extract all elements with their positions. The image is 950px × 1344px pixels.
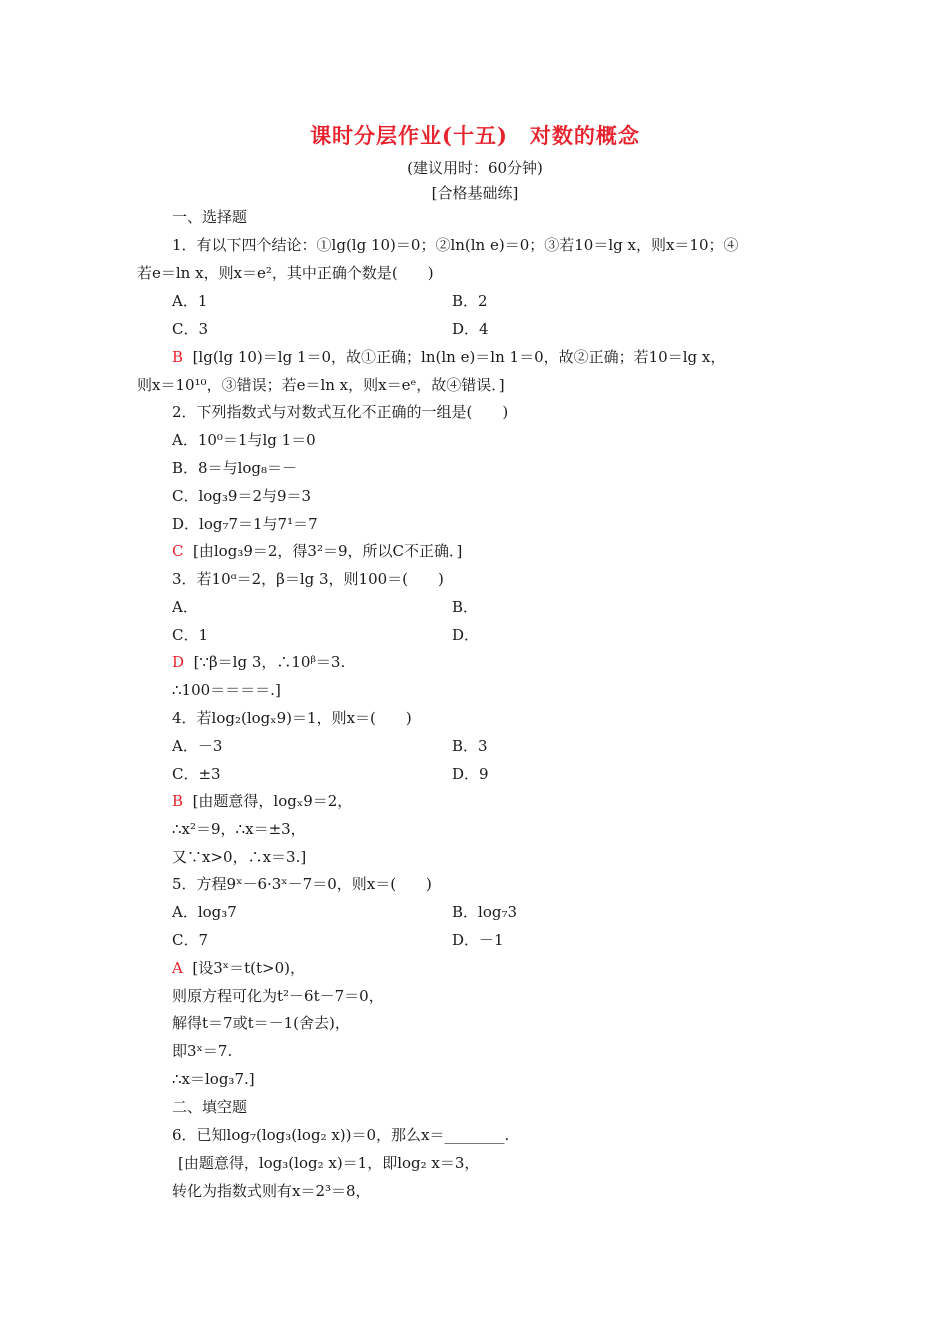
time-note: (建议用时：60分钟) bbox=[407, 159, 543, 177]
answer-cont: ∴x²＝9，∴x＝±3， bbox=[172, 820, 306, 838]
option: D．－1 bbox=[452, 931, 504, 949]
question-4: 4．若log₂(logₓ9)＝1，则x＝( ) bbox=[172, 709, 412, 727]
answer bbox=[172, 652, 345, 672]
option: B．log₇3 bbox=[452, 903, 518, 921]
answer-cont: 即3ˣ＝7. bbox=[172, 1042, 233, 1060]
option: C．±3 bbox=[172, 765, 221, 783]
answer bbox=[172, 958, 305, 978]
answer-text: [由log₃9＝2，得3²＝9，所以C不正确．] bbox=[193, 542, 463, 560]
answer-text: [∵β＝lg 3，∴10ᵝ＝3. bbox=[193, 653, 346, 671]
answer-mark: A bbox=[172, 959, 183, 977]
option: C．log₃9＝2与9＝3 bbox=[172, 487, 312, 505]
option: B． bbox=[452, 598, 479, 616]
answer-mark: B bbox=[172, 348, 184, 366]
option: D． bbox=[452, 626, 480, 644]
answer-cont: 解得t＝7或t＝－1(舍去)， bbox=[172, 1014, 350, 1032]
option: A．log₃7 bbox=[172, 903, 237, 921]
option: C．3 bbox=[172, 320, 209, 338]
level-label: [合格基础练] bbox=[431, 184, 519, 202]
option: C．1 bbox=[172, 626, 209, 644]
answer bbox=[172, 541, 462, 561]
option: B．3 bbox=[452, 737, 488, 755]
answer bbox=[172, 347, 725, 367]
question-1-cont: 若e＝ln x，则x＝e²，其中正确个数是( ) bbox=[137, 264, 434, 282]
question-1: 1．有以下四个结论：①lg(lg 10)＝0；②ln(ln e)＝0；③若10＝lg x，则x＝10；④ bbox=[172, 236, 739, 254]
section-heading: 一、选择题 bbox=[172, 208, 248, 226]
section-heading: 二、填空题 bbox=[172, 1098, 248, 1116]
answer-cont: 则x＝10¹⁰，③错误；若e＝ln x，则x＝eᵉ，故④错误．] bbox=[137, 376, 505, 394]
answer: [由题意得，log₃(log₂ x)＝1，即log₂ x＝3， bbox=[178, 1154, 480, 1172]
question-3: 3．若10ᵅ＝2，β＝lg 3，则100＝( ) bbox=[172, 570, 444, 588]
option: D．9 bbox=[452, 765, 489, 783]
option: B．8＝与log₈＝－ bbox=[172, 459, 298, 477]
answer-cont: ∴x＝log₃7.] bbox=[172, 1070, 255, 1088]
option: D．log₇7＝1与7¹＝7 bbox=[172, 515, 318, 533]
page-title: 课时分层作业(十五) 对数的概念 bbox=[310, 123, 640, 148]
option: A． bbox=[172, 598, 198, 616]
answer-mark: C bbox=[172, 542, 184, 560]
option: A．－3 bbox=[172, 737, 223, 755]
option: A．10⁰＝1与lg 1＝0 bbox=[172, 431, 316, 449]
answer-cont: 则原方程可化为t²－6t－7＝0， bbox=[172, 987, 384, 1005]
answer bbox=[172, 791, 352, 811]
answer-cont: 转化为指数式则有x＝2³＝8， bbox=[172, 1182, 371, 1200]
question-5: 5．方程9ˣ－6·3ˣ－7＝0，则x＝( ) bbox=[172, 875, 432, 893]
answer-cont: ∴100＝＝＝＝.] bbox=[172, 681, 281, 699]
option: C．7 bbox=[172, 931, 209, 949]
option: B．2 bbox=[452, 292, 488, 310]
answer-mark: D bbox=[172, 653, 185, 671]
option: A．1 bbox=[172, 292, 208, 310]
answer-mark: B bbox=[172, 792, 184, 810]
answer-text: [lg(lg 10)＝lg 1＝0，故①正确；ln(ln e)＝ln 1＝0，故②正确；若10＝lg x， bbox=[192, 348, 726, 366]
question-6: 6．已知log₇(log₃(log₂ x))＝0，那么x＝________. bbox=[172, 1126, 510, 1144]
answer-text: [设3ˣ＝t(t>0)， bbox=[192, 959, 306, 977]
option: D．4 bbox=[452, 320, 489, 338]
answer-cont: 又∵x>0，∴x＝3.] bbox=[172, 848, 307, 866]
answer-text: [由题意得，logₓ9＝2， bbox=[192, 792, 353, 810]
question-2: 2．下列指数式与对数式互化不正确的一组是( ) bbox=[172, 403, 509, 421]
